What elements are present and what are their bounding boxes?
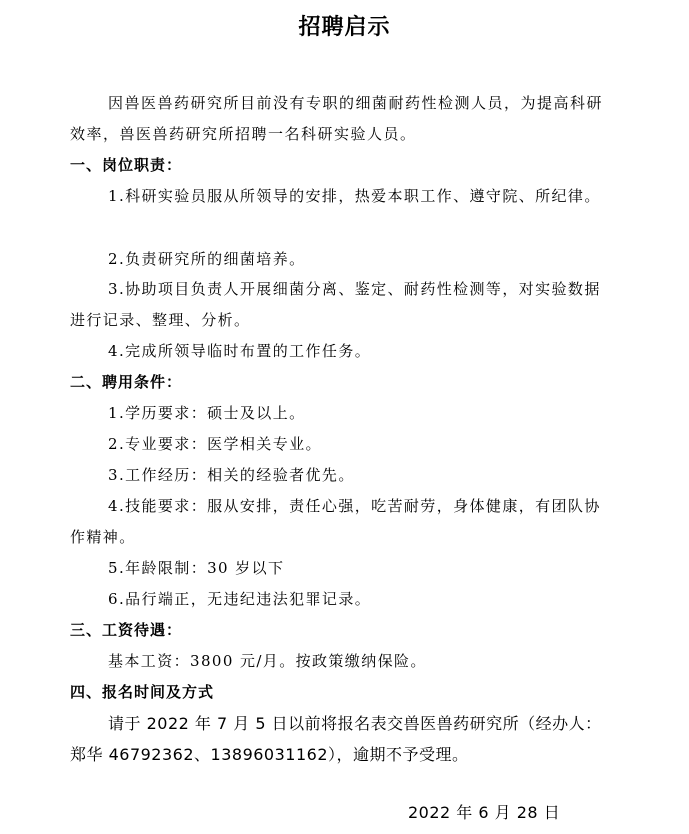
application-text: 请于 2022 年 7 月 5 日以前将报名表交兽医兽药研究所（经办人：郑华 46792362、13896031162），逾期不予受理。 bbox=[70, 714, 602, 764]
section-heading-salary: 三、工资待遇： bbox=[70, 621, 183, 639]
duty-item-1: 1.科研实验员服从所领导的安排，热爱本职工作、遵守院、所纪律。 bbox=[108, 187, 601, 205]
intro-paragraph: 因兽医兽药研究所目前没有专职的细菌耐药性检测人员，为提高科研效率，兽医兽药研究所招聘一名科研实验人员。 bbox=[70, 94, 604, 143]
condition-item-1: 1.学历要求：硕士及以上。 bbox=[108, 404, 306, 422]
document-title: 招聘启示 bbox=[298, 14, 391, 40]
section-heading-conditions: 二、聘用条件： bbox=[70, 373, 183, 391]
duty-item-4: 4.完成所领导临时布置的工作任务。 bbox=[108, 342, 372, 360]
condition-item-5: 5.年龄限制：30 岁以下 bbox=[108, 559, 285, 577]
condition-item-6: 6.品行端正，无违纪违法犯罪记录。 bbox=[108, 590, 372, 608]
duty-item-3: 3.协助项目负责人开展细菌分离、鉴定、耐药性检测等，对实验数据进行记录、整理、分析。 bbox=[70, 280, 601, 329]
condition-item-4: 4.技能要求：服从安排，责任心强，吃苦耐劳，身体健康，有团队协作精神。 bbox=[70, 497, 601, 546]
condition-item-2: 2.专业要求：医学相关专业。 bbox=[108, 435, 322, 453]
condition-item-3: 3.工作经历：相关的经验者优先。 bbox=[108, 466, 355, 484]
document-date: 2022 年 6 月 28 日 bbox=[408, 803, 561, 822]
salary-text: 基本工资：3800 元/月。按政策缴纳保险。 bbox=[108, 652, 427, 670]
section-heading-application: 四、报名时间及方式 bbox=[70, 683, 215, 701]
section-heading-duties: 一、岗位职责： bbox=[70, 156, 183, 174]
duty-item-2: 2.负责研究所的细菌培养。 bbox=[108, 250, 306, 268]
